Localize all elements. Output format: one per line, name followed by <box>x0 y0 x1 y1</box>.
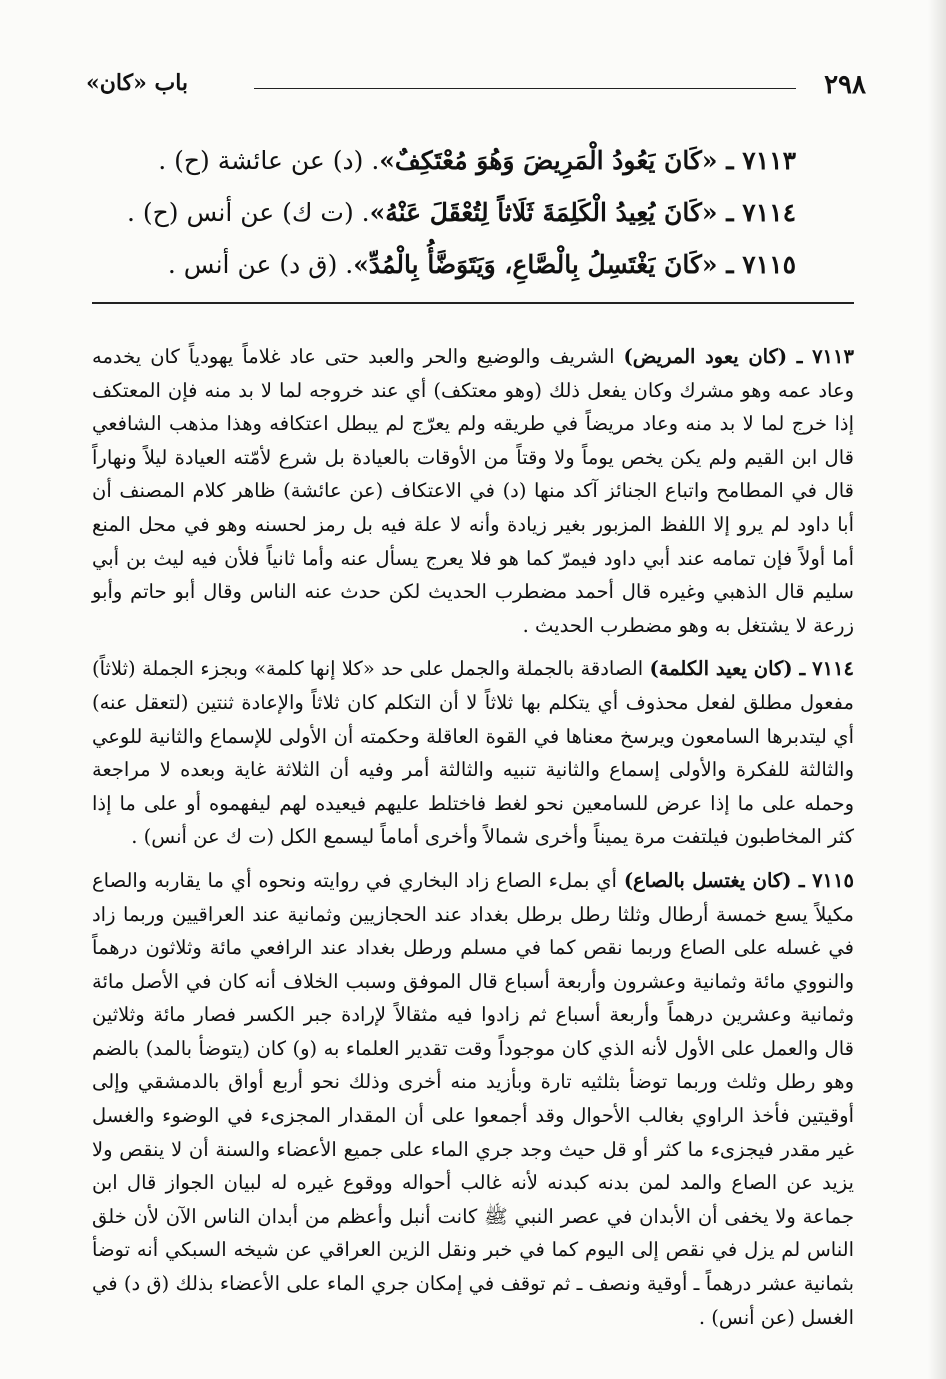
hadith-number: ٧١١٥ <box>742 250 796 279</box>
commentary <box>92 340 854 1344</box>
hadith-line: ٧١١٤ ـ «كَانَ يُعِيدُ الْكَلِمَةَ ثَلَاثاً لِتُعْقَلَ عَنْهُ». (ت ك) عن أنس (ح) . <box>127 198 796 227</box>
chapter-title: باب «كان» <box>86 70 189 96</box>
hadith-texts <box>127 135 796 291</box>
commentary-lemma: (كان يعود المريض) <box>623 345 788 368</box>
commentary-paragraph: ٧١١٥ ـ (كان يغتسل بالصاع) أي بملء الصاع زاد البخاري في روايته ونحوه أي ما يقاربه والصاع مكيلاً يسع خمسة أرطال وثلثا رطل برطل بغداد عند الحجازيين وثمانية عند العراقيين وربما زاد في غسله على الصاع وربما نقص كما في مسلم ورطل بغداد عند الرافعي مائة وثلاثون درهماً والنووي مائة وثمانية وعشرون وأربعة أسباع قال الموفق وسبب الخلاف أنه كان في الأصل مائة وثمانية وعشرين درهماً وأربعة أسباع ثم زادوا فيه مثقالاً لإرادة جبر الكسر فصار مائة وثلاثين قال والعمل على الأول لأنه الذي كان موجوداً وقت تقدير العلماء به (و) كان (يتوضأ بالمد) بالضم وهو رطل وثلث وربما توضأ بثلثيه تارة وبأزيد منه أخرى وذلك نحو أربع أواق بالدمشقي وإلى أوقيتين فأخذ الراوي بغالب الأحوال وقد أجمعوا على أن المقدار المجزىء في الوضوء والغسل غير مقدر فيجزىء ما كثر أو قل حيث وجد جري الماء على جميع الأعضاء والسنة أن لا ينقص ولا يزيد عن الصاع والمد لمن بدنه كبدنه لأنه غالب أحواله ووقوع غيره له لبيان الجواز قال ابن جماعة ولا يخفى أن الأبدان في عصر النبي ﷺ كانت أنبل وأعظم من أبدان الناس الآن لأن خلق الناس لم يزل في نقص إلى اليوم كما في خبر ونقل الزين العراقي عن شيخه السبكي أنه توضأ بثمانية عشر درهماً ـ أوقية ونصف ـ ثم توقف في إمكان جري الماء على الأعضاء بذلك (ق د) في الغسل (عن أنس) . <box>92 868 854 1329</box>
commentary-number: ٧١١٥ <box>812 868 854 892</box>
commentary-number: ٧١١٤ <box>812 657 855 681</box>
commentary-number: ٧١١٣ <box>812 345 854 368</box>
header-rule <box>254 88 796 89</box>
hadith-text: «كَانَ يُعِيدُ الْكَلِمَةَ ثَلَاثاً لِتُعْقَلَ عَنْهُ» <box>369 198 718 227</box>
section-divider <box>92 302 854 304</box>
commentary-text: أي بملء الصاع زاد البخاري في روايته ونحوه أي ما يقاربه والصاع مكيلاً يسع خمسة أرطال وثلثا رطل برطل بغداد عند الحجازيين وثمانية عند العراقيين وربما زاد في غسله على الصاع وربما نقص كما في مسلم ورطل بغداد عند الرافعي مائة وثلاثون درهماً والنووي مائة وثمانية وعشرون وأربعة أسباع قال الموفق وسبب الخلاف أنه كان في الأصل مائة وثمانية وعشرين درهماً وأربعة أسباع ثم زادوا فيه مثقالاً لإرادة جبر الكسر فصار مائة وثلاثين قال والعمل على الأول لأنه الذي كان موجوداً وقت تقدير العلماء به (و) كان (يتوضأ بالمد) بالضم وهو رطل وثلث وربما توضأ بثلثيه تارة وبأزيد منه أخرى وذلك نحو أربع أواق بالدمشقي وإلى أوقيتين فأخذ الراوي بغالب الأحوال وقد أجمعوا على أن المقدار المجزىء في الوضوء والغسل غير مقدر فيجزىء ما كثر أو قل حيث وجد جري الماء على جميع الأعضاء والسنة أن لا ينقص ولا يزيد عن الصاع والمد لمن بدنه كبدنه لأنه غالب أحواله ووقوع غيره له لبيان الجواز قال ابن جماعة ولا يخفى أن الأبدان في عصر النبي ﷺ كانت أنبل وأعظم من أبدان الناس الآن لأن خلق الناس لم يزل في نقص إلى اليوم كما في خبر ونقل الزين العراقي عن شيخه السبكي أنه توضأ بثمانية عشر درهماً ـ أوقية ونصف ـ ثم توقف في إمكان جري الماء على الأعضاء بذلك (ق د) في الغسل (عن أنس) . <box>92 868 854 1329</box>
hadith-source: . (د) عن عائشة (ح) . <box>158 146 380 175</box>
commentary-paragraph: ٧١١٤ ـ (كان يعيد الكلمة) الصادقة بالجملة والجمل على حد «كلا إنها كلمة» وبجزء الجملة (ثلاثاً) مفعول مطلق لفعل محذوف أي يتكلم بها ثلاثاً لا أن التكلم كان ثلاثاً والإعادة ثنتين (لتعقل عنه) أي ليتدبرها السامعون ويرسخ معناها في القوة العاقلة وحكمته أن الأولى للإسماع والثانية للوعي والثالثة للفكرة والأولى إسماع والثانية تنبيه والثالثة أمر وفيه أن الثلاثة غاية وبعده لا مراجعة وحمله على ما إذا عرض للسامعين نحو لغط فاختلط عليهم فيعيده لهم ليفهموه أو على ما إذا كثر المخاطبون فيلتفت مرة يميناً وأخرى شمالاً وأخرى أماماً ليسمع الكل (ت ك عن أنس) . <box>92 657 855 849</box>
hadith-number: ٧١١٤ <box>742 198 796 227</box>
commentary-text: الشريف والوضيع والحر والعبد حتى عاد غلاماً يهودياً كان يخدمه وعاد عمه وهو مشرك وكان يفعل ذلك (وهو معتكف) أي عند خروجه لما لا بد منه فإن المعتكف إذا خرج لما لا بد منه وعاد مريضاً في طريقه ولم يعرّج لم يبطل اعتكافه وهذا مذهب الشافعي قال ابن القيم ولم يكن يخص يوماً ولا وقتاً من الأوقات بالعيادة بل شرع لأمّته العيادة ليلاً ونهاراً قال في المطامح واتباع الجنائز آكد منها (د) في الاعتكاف (عن عائشة) ظاهر كلام المصنف أن أبا داود لم يرو إلا اللفظ المزبور بغير زيادة وأنه لا علة فيه بل رمز لحسنه وهو في محل المنع أما أولاً فإن تمامه عند أبي داود فيمرّ كما هو فلا يعرج يسأل عنه وأما ثانياً فلأن فيه ليث بن أبي سليم قال الذهبي وغيره قال أحمد مضطرب الحديث لكن حدث عنه الناس وقال أبو حاتم وأبو زرعة لا يشتغل به وهو مضطرب الحديث . <box>92 345 854 637</box>
commentary-text: الصادقة بالجملة والجمل على حد «كلا إنها كلمة» وبجزء الجملة (ثلاثاً) مفعول مطلق لفعل محذوف أي يتكلم بها ثلاثاً لا أن التكلم كان ثلاثاً والإعادة ثنتين (لتعقل عنه) أي ليتدبرها السامعون ويرسخ معناها في القوة العاقلة وحكمته أن الأولى للإسماع والثانية للوعي والثالثة للفكرة والأولى إسماع والثانية تنبيه والثالثة أمر وفيه أن الثلاثة غاية وبعده لا مراجعة وحمله على ما إذا عرض للسامعين نحو لغط فاختلط عليهم فيعيده لهم ليفهموه أو على ما إذا كثر المخاطبون فيلتفت مرة يميناً وأخرى شمالاً وأخرى أماماً ليسمع الكل (ت ك عن أنس) . <box>92 657 854 849</box>
hadith-source: . (ق د) عن أنس . <box>167 250 354 279</box>
hadith-line: ٧١١٥ ـ «كَانَ يَغْتَسِلُ بِالْصَّاعِ، وَيَتَوَضَّأُ بِالْمُدِّ». (ق د) عن أنس . <box>167 250 796 279</box>
hadith-line: ٧١١٣ ـ «كَانَ يَعُودُ الْمَرِيضَ وَهُوَ مُعْتَكِفٌ». (د) عن عائشة (ح) . <box>158 146 796 175</box>
commentary-lemma: (كان يغتسل بالصاع) <box>623 868 792 892</box>
hadith-text: «كَانَ يَغْتَسِلُ بِالْصَّاعِ، وَيَتَوَضَّأُ بِالْمُدِّ» <box>353 250 718 279</box>
commentary-paragraph: ٧١١٣ ـ (كان يعود المريض) الشريف والوضيع والحر والعبد حتى عاد غلاماً يهودياً كان يخدمه وعاد عمه وهو مشرك وكان يفعل ذلك (وهو معتكف) أي عند خروجه لما لا بد منه فإن المعتكف إذا خرج لما لا بد منه وعاد مريضاً في طريقه ولم يعرّج لم يبطل اعتكافه وهذا مذهب الشافعي قال ابن القيم ولم يكن يخص يوماً ولا وقتاً من الأوقات بالعيادة بل شرع لأمّته العيادة ليلاً ونهاراً قال في المطامح واتباع الجنائز آكد منها (د) في الاعتكاف (عن عائشة) ظاهر كلام المصنف أن أبا داود لم يرو إلا اللفظ المزبور بغير زيادة وأنه لا علة فيه بل رمز لحسنه وهو في محل المنع أما أولاً فإن تمامه عند أبي داود فيمرّ كما هو فلا يعرج يسأل عنه وأما ثانياً فلأن فيه ليث بن أبي سليم قال الذهبي وغيره قال أحمد مضطرب الحديث لكن حدث عنه الناس وقال أبو حاتم وأبو زرعة لا يشتغل به وهو مضطرب الحديث . <box>92 345 854 637</box>
page-edge-shadow <box>928 0 946 1379</box>
hadith-number: ٧١١٣ <box>742 146 796 175</box>
hadith-source: . (ت ك) عن أنس (ح) . <box>127 198 370 227</box>
hadith-text: «كَانَ يَعُودُ الْمَرِيضَ وَهُوَ مُعْتَكِفٌ» <box>379 146 718 175</box>
page-header <box>86 68 866 104</box>
page-number: ٢٩٨ <box>824 70 866 100</box>
commentary-lemma: (كان يعيد الكلمة) <box>649 657 793 681</box>
